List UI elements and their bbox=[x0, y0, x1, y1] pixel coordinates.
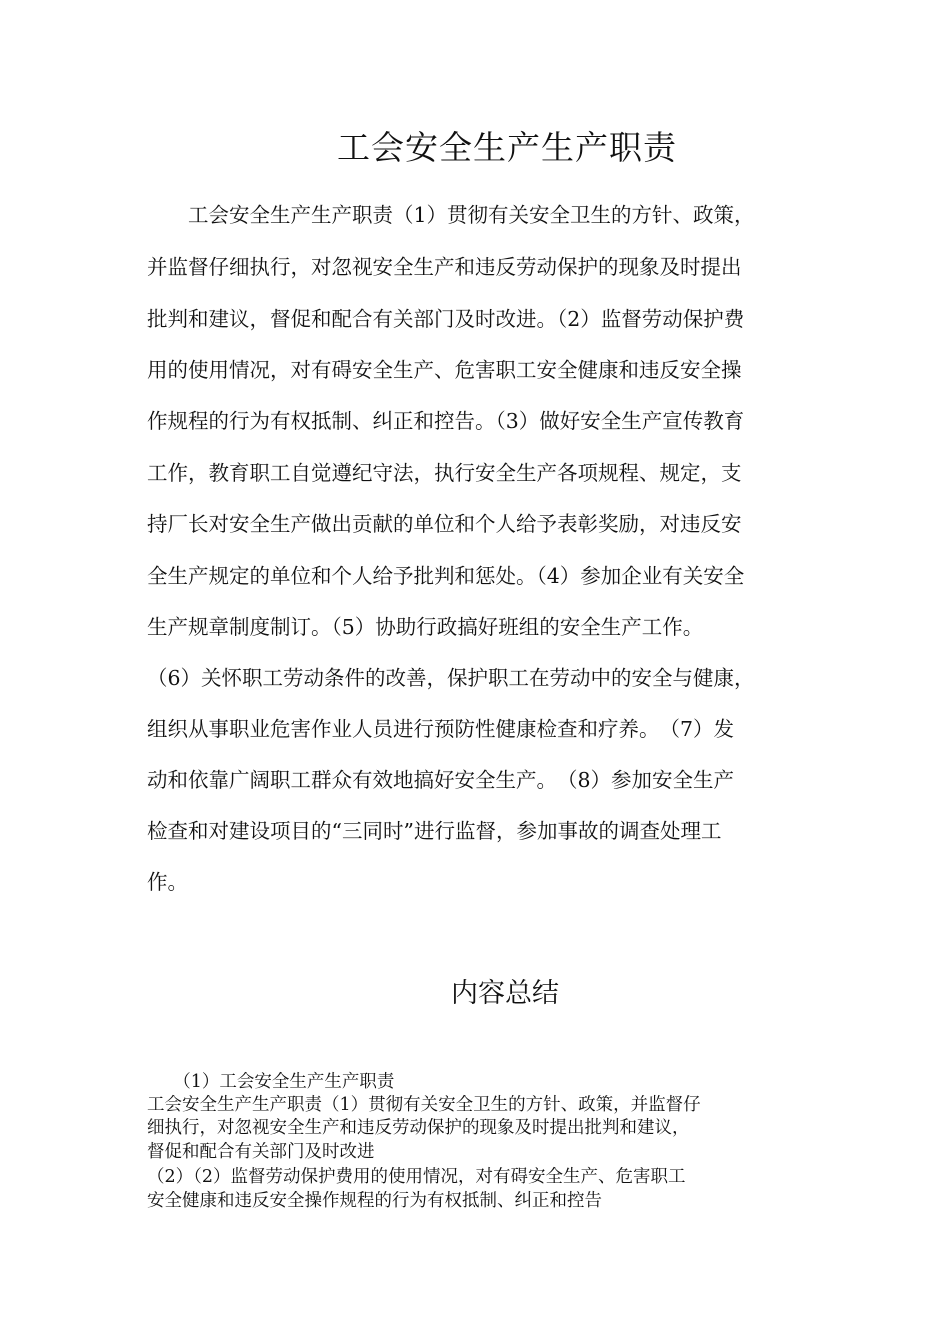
summary-line: （1）工会安全生产生产职责 bbox=[147, 1072, 395, 1092]
body-line: 全生产规定的单位和个人给予批判和惩处。（4）参加企业有关安全 bbox=[147, 564, 745, 588]
body-line: 动和依靠广阔职工群众有效地搞好安全生产。 （8）参加安全生产 bbox=[147, 768, 735, 792]
body-line: 作规程的行为有权抵制、纠正和控告。（3）做好安全生产宣传教育 bbox=[147, 409, 745, 433]
body-line: 工会安全生产生产职责（1）贯彻有关安全卫生的方针、政策， bbox=[147, 203, 755, 227]
body-line: 并监督仔细执行，对忽视安全生产和违反劳动保护的现象及时提出 bbox=[147, 255, 742, 279]
body-line: 生产规章制度制订。（5）协助行政搞好班组的安全生产工作。 bbox=[147, 615, 704, 639]
body-line: 作。 bbox=[147, 870, 188, 894]
summary-title: 内容总结 bbox=[451, 978, 559, 1009]
summary-line: 督促和配合有关部门及时改进 bbox=[147, 1142, 375, 1162]
body-line: 批判和建议，督促和配合有关部门及时改进。（2）监督劳动保护费 bbox=[147, 307, 745, 331]
summary-line: （2）（2）监督劳动保护费用的使用情况，对有碍安全生产、危害职工 bbox=[147, 1167, 686, 1187]
body-line: 工作，教育职工自觉遵纪守法，执行安全生产各项规程、规定，支 bbox=[147, 461, 742, 485]
summary-line: 细执行，对忽视安全生产和违反劳动保护的现象及时提出批判和建议， bbox=[147, 1118, 690, 1138]
body-line: 检查和对建设项目的“三同时”进行监督，参加事故的调查处理工 bbox=[147, 819, 722, 843]
body-line: 用的使用情况，对有碍安全生产、危害职工安全健康和违反安全操 bbox=[147, 358, 742, 382]
body-line: 持厂长对安全生产做出贡献的单位和个人给予表彰奖励，对违反安 bbox=[147, 512, 742, 536]
summary-line: 安全健康和违反安全操作规程的行为有权抵制、纠正和控告 bbox=[147, 1191, 602, 1211]
body-line: 组织从事职业危害作业人员进行预防性健康检查和疗养。 （7）发 bbox=[147, 717, 735, 741]
body-line: （6）关怀职工劳动条件的改善，保护职工在劳动中的安全与健康， bbox=[147, 666, 755, 690]
summary-line: 工会安全生产生产职责（1）贯彻有关安全卫生的方针、政策，并监督仔 bbox=[147, 1095, 701, 1115]
document-title: 工会安全生产生产职责 bbox=[337, 128, 677, 167]
